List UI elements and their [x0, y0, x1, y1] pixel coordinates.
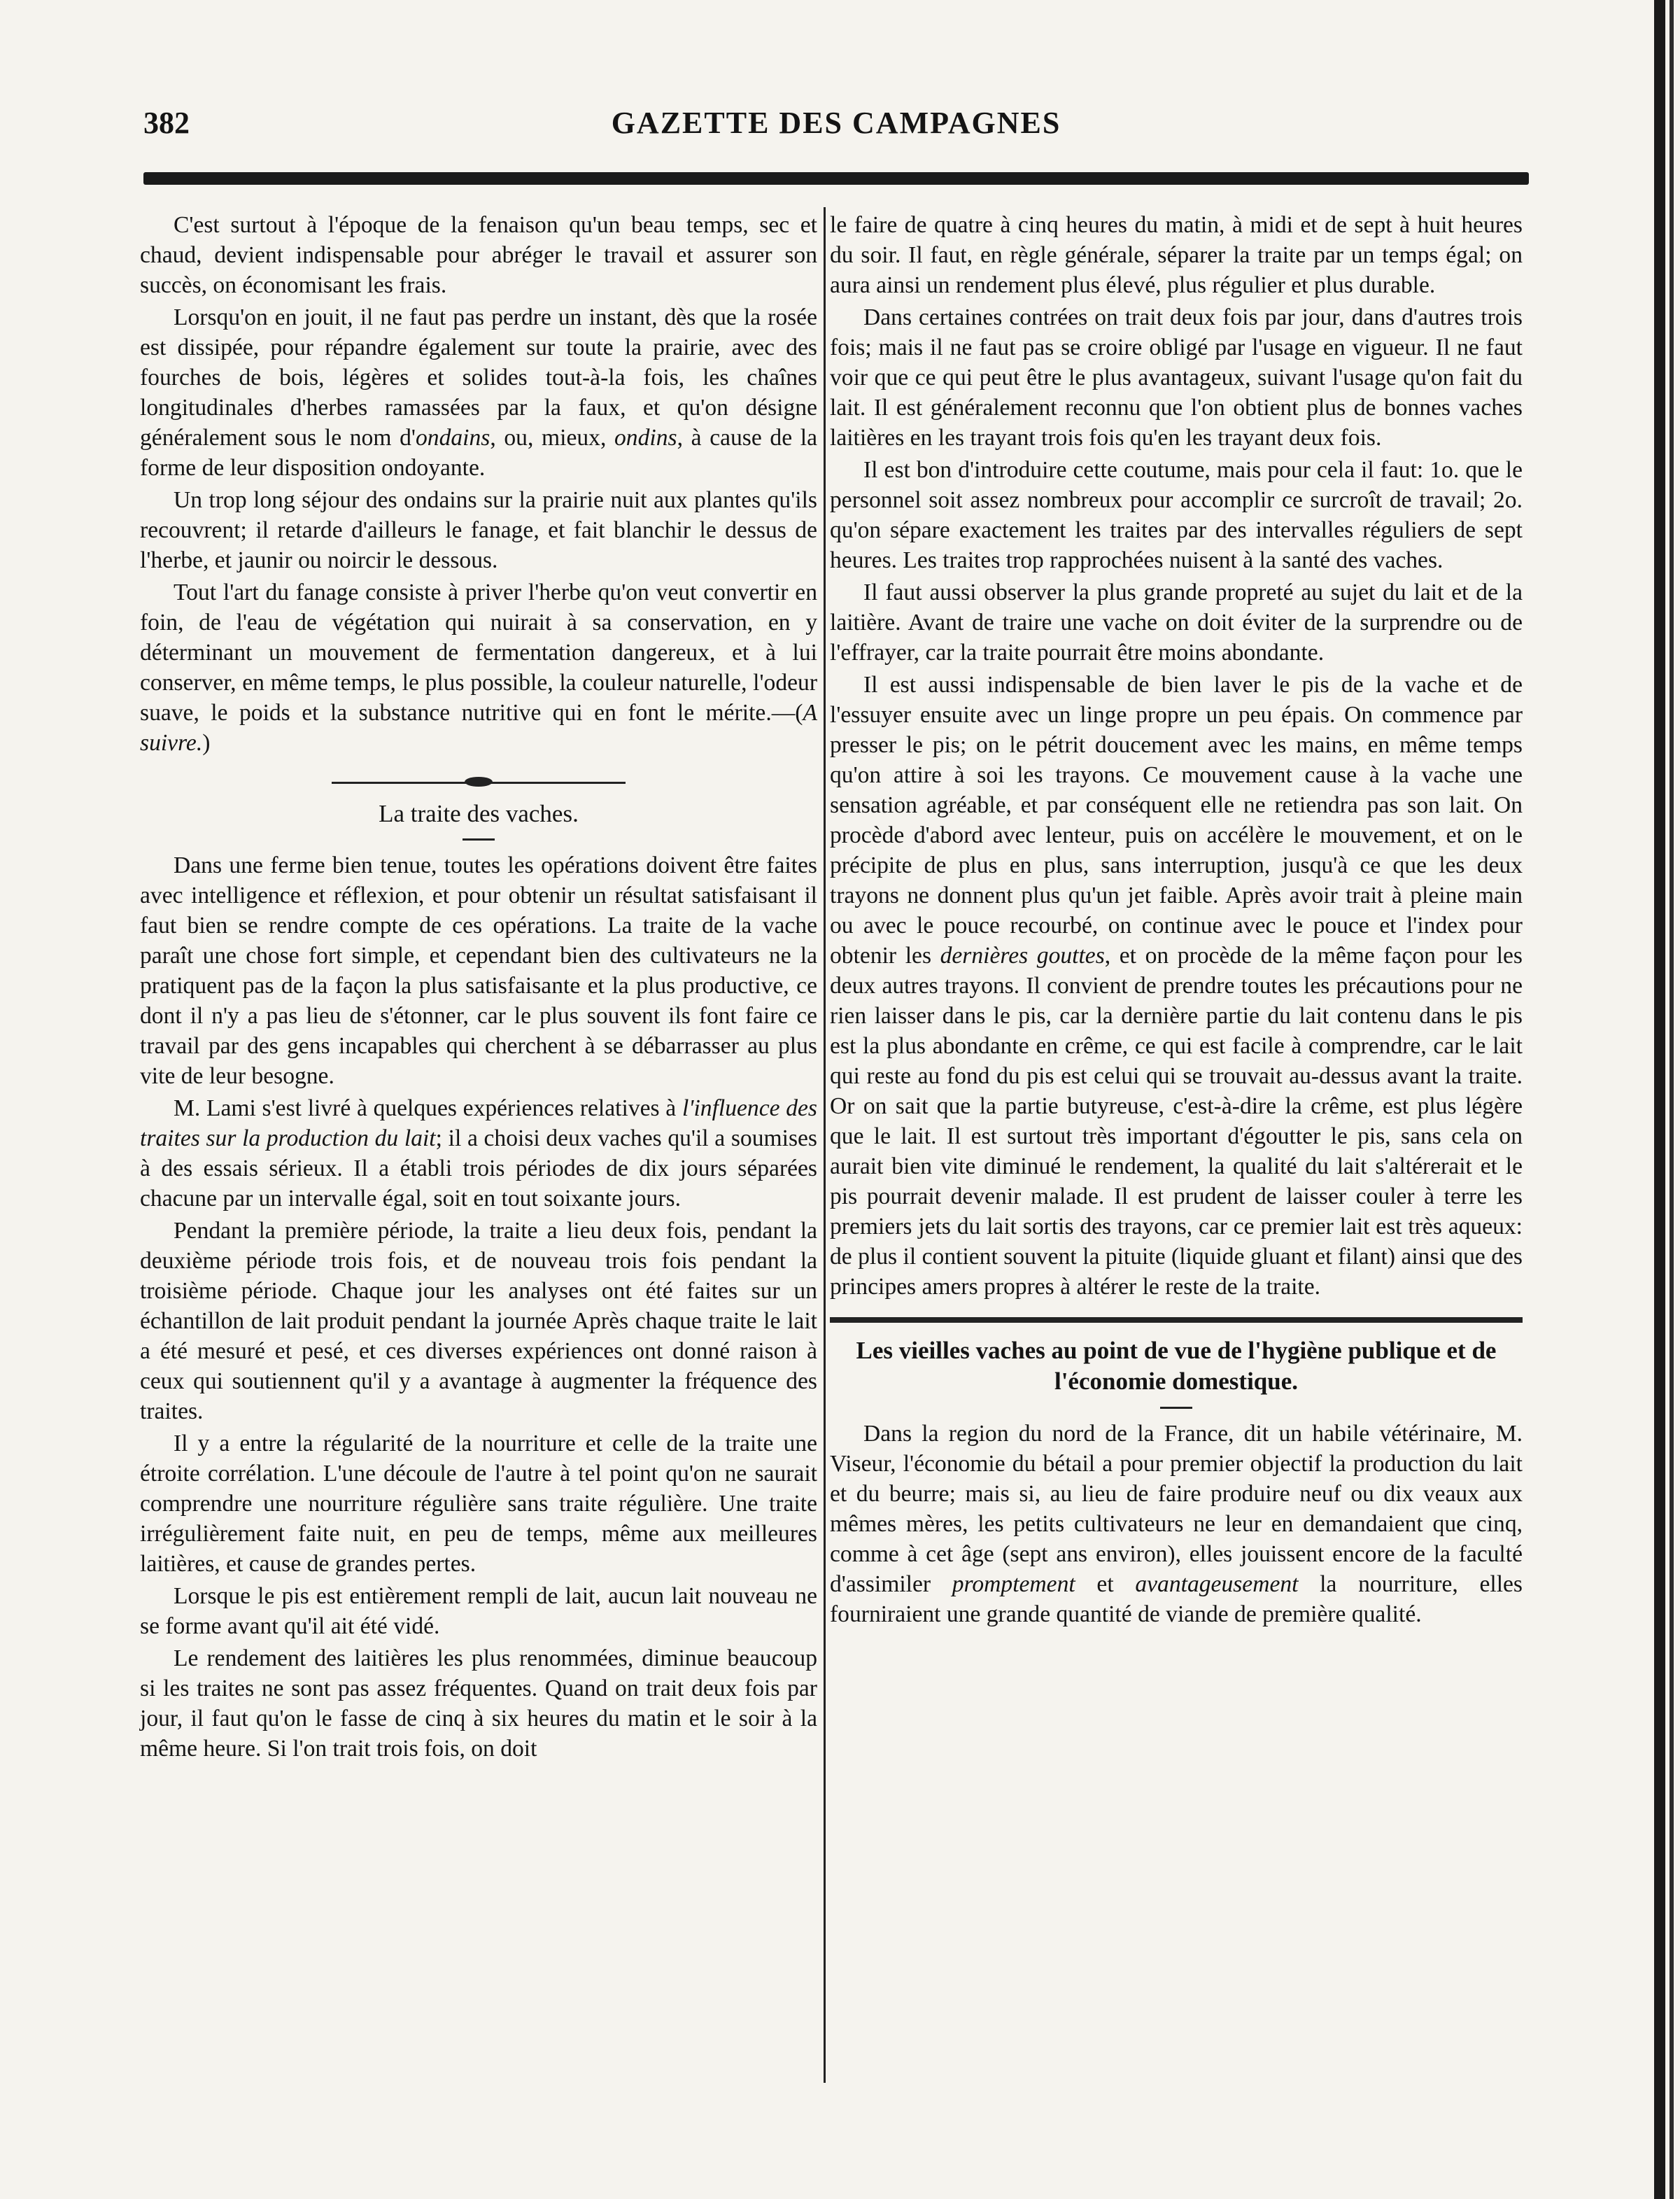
header-rule [143, 172, 1529, 185]
paragraph: Le rendement des laitières les plus renommées, diminue beaucoup si les traites ne sont pas assez fréquentes. Quand on trait deux fois par jour, il faut qu'on le fasse de cinq à six heures du matin et le soir à la même heure. Si l'on trait trois fois, on doit [140, 1645, 817, 1762]
column-divider [824, 207, 826, 2083]
paragraph: C'est surtout à l'époque de la fenaison qu'un beau temps, sec et chaud, devient indispensable pour abréger le travail et assurer son succès, on économisant les frais. [140, 212, 817, 298]
paragraph: M. Lami s'est livré à quelques expériences relatives à l'influence des traites sur la production du lait; il a choisi deux vaches qu'il a soumises à des essais sérieux. Il a établi trois périodes de dix jours séparées chacune par un intervalle égal, soit en tout soixante jours. [140, 1095, 817, 1211]
section-rule [830, 1317, 1523, 1323]
paragraph: Dans la region du nord de la France, dit un habile vétérinaire, M. Viseur, l'économie du bétail a pour premier objectif la production du lait et du beurre; mais si, au lieu de faire produire neuf ou dix veaux aux mêmes mères, les petits cultivateurs ne leur en demandaient que cinq, comme à cet âge (sept ans environ), elles jouissent encore de la faculté d'assimiler promptement et avantageusement la nourriture, elles fourniraient une grande quantité de viande de première qualité. [830, 1421, 1523, 1627]
journal-title: GAZETTE DES CAMPAGNES [611, 106, 1061, 140]
paragraph: Pendant la première période, la traite a lieu deux fois, pendant la deuxième période trois fois, et de nouveau trois fois pendant la troisième période. Chaque jour les analyses ont été faites sur un échantillon de lait produit pendant la journée Après chaque traite le lait a été mesuré et pesé, et ces diverses expériences ont donné raison à ceux qui soutiennent qu'il y a avantage à augmenter la fréquence des traites. [140, 1218, 817, 1424]
paragraph: Tout l'art du fanage consiste à priver l'herbe qu'on veut convertir en foin, de l'eau de végétation qui nuirait à sa conservation, en y déterminant un mouvement de fermentation dangereux, et à lui conserver, en même temps, le plus possible, la couleur naturelle, l'odeur suave, le poids et la substance nutritive qui en font le mérite.—(A suivre.) [140, 579, 817, 756]
paragraph: Un trop long séjour des ondains sur la prairie nuit aux plantes qu'ils recouvrent; il retarde d'ailleurs le fanage, et fait blanchir le dessus de l'herbe, et jaunir ou noircir le dessous. [140, 487, 817, 573]
section-title: Les vieilles vaches au point de vue de l'hygiène publique et de l'économie domestique. [856, 1337, 1497, 1395]
paragraph: Il est bon d'introduire cette coutume, mais pour cela il faut: 1o. que le personnel soit assez nombreux pour accomplir ce surcroît de travail; 2o. qu'on sépare exactement les traites par des intervalles réguliers de sept heures. Les traites trop rapprochées nuisent à la santé des vaches. [830, 457, 1523, 573]
section-ornament [332, 776, 626, 789]
page-edge-shadow [1670, 0, 1674, 2199]
page-header [143, 105, 1529, 147]
title-dash [1160, 1407, 1192, 1409]
paragraph: Lorsqu'on en jouit, il ne faut pas perdre un instant, dès que la rosée est dissipée, pour répandre également sur toute la prairie, avec des fourches de bois, légères et solides tout-à-la fois, les chaînes longitudinales d'herbes ramassées par la faux, et qu'on désigne généralement sous le nom d'ondains, ou, mieux, ondins, à cause de la forme de leur disposition ondoyante. [140, 304, 818, 481]
paragraph: Lorsque le pis est entièrement rempli de lait, aucun lait nouveau ne se forme avant qu'il ait été vidé. [140, 1583, 817, 1639]
paragraph: Il est aussi indispensable de bien laver le pis de la vache et de l'essuyer ensuite avec un linge propre un peu épais. On commence par presser le pis; on le pétrit doucement avec les mains, en même temps qu'on attire à soi les trayons. Ce mouvement cause à la vache une sensation agréable, et par conséquent elle ne retiendra pas son lait. On procède d'abord avec lenteur, puis on accélère le mouvement, et on le précipite de plus en plus, sans interruption, jusqu'à ce que les deux trayons ne donnent plus qu'un jet faible. Après avoir trait à pleine main ou avec le pouce recourbé, on continue avec le pouce et l'index pour obtenir les dernières gouttes, et on procède de la même façon pour les deux autres trayons. Il convient de prendre toutes les précautions pour ne rien laisser dans le pis, car la dernière partie du lait contenu dans le pis est la plus abondante en crême, ce qui est facile à comprendre, car le lait qui reste au fond du pis est celui qui se trouvait au-dessus avant la traite. Or on sait que la partie butyreuse, c'est-à-dire la crême, est plus légère que le lait. Il est surtout très important d'égoutter le pis, sans cela on aurait bien vite diminué le rendement, la qualité du lait s'altérerait et le pis pourrait devenir malade. Il est prudent de laisser couler à terre les premiers jets du lait sortis des trayons, car ce premier lait est très aqueux: de plus il contient souvent la pituite (liquide gluant et filant) ainsi que des principes amers propres à altérer le reste de la traite. [830, 672, 1523, 1300]
paragraph: le faire de quatre à cinq heures du matin, à midi et de sept à huit heures du soir. Il faut, en règle générale, séparer la traite par un temps égal; on aura ainsi un rendement plus élevé, plus régulier et plus durable. [830, 212, 1523, 298]
paragraph: Il faut aussi observer la plus grande propreté au sujet du lait et de la laitière. Avant de traire une vache on doit éviter de la surprendre ou de l'effrayer, car la traite pourrait être moins abondante. [830, 579, 1523, 666]
page-edge-shadow [1654, 0, 1665, 2199]
section-title: La traite des vaches. [379, 800, 579, 827]
title-dash [463, 838, 495, 841]
left-column [140, 210, 817, 1766]
paragraph: Il y a entre la régularité de la nourriture et celle de la traite une étroite corrélation. L'une découle de l'autre à tel point qu'on ne saurait comprendre une nourriture régulière sans traite régulière. Une traite irrégulièrement faite nuit, en peu de temps, même aux meilleures laitières, et cause de grandes pertes. [140, 1431, 817, 1577]
right-column [830, 210, 1523, 1631]
paragraph: Dans une ferme bien tenue, toutes les opérations doivent être faites avec intelligence et réflexion, et pour obtenir un résultat satisfaisant il faut bien se rendre compte de ces opérations. La traite de la vache paraît une chose fort simple, et cependant bien des cultivateurs ne la pratiquent pas de la façon la plus satisfaisante et la plus productive, ce dont il n'y a pas lieu de s'étonner, car le plus souvent ils font faire ce travail par des gens incapables qui cherchent à se débarrasser au plus vite de leur besogne. [140, 852, 817, 1089]
page-number: 382 [143, 106, 190, 140]
paragraph: Dans certaines contrées on trait deux fois par jour, dans d'autres trois fois; mais il ne faut pas se croire obligé par l'usage en vigueur. Il ne faut voir que ce qui peut être le plus avantageux, suivant l'usage qu'on fait du lait. Il est généralement reconnu que l'on obtient plus de bonnes vaches laitières en les trayant trois fois qu'en les trayant deux fois. [830, 304, 1523, 451]
